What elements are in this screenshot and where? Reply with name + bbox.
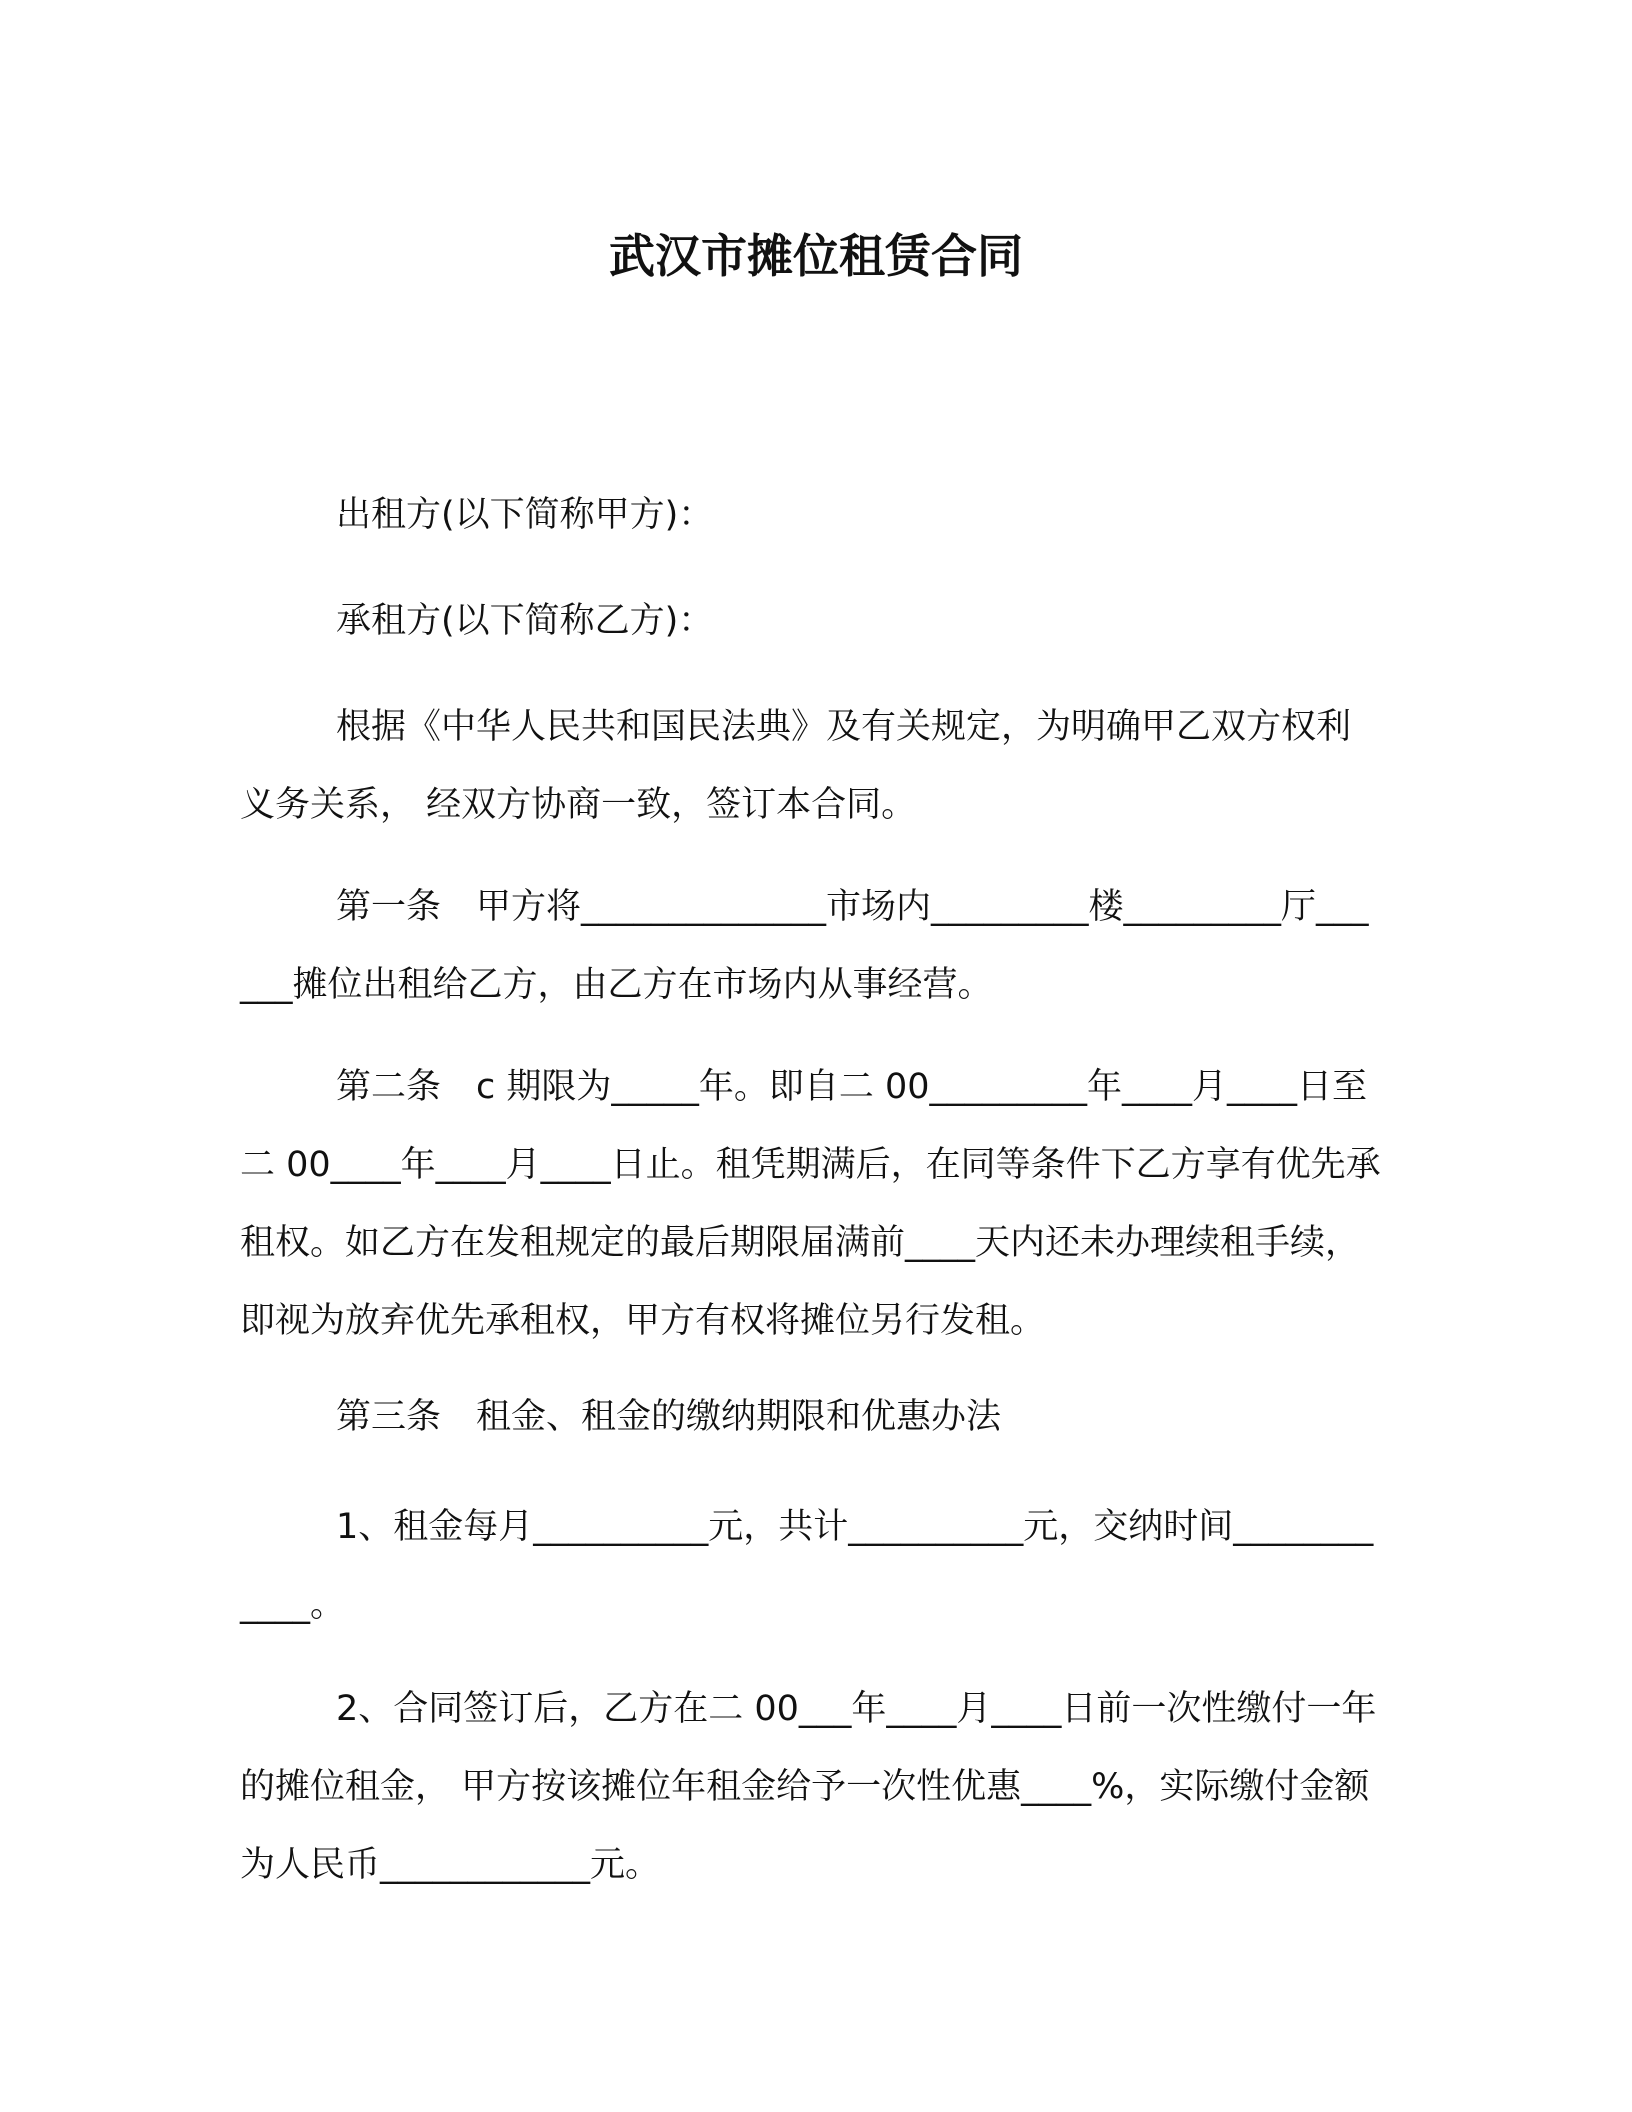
paragraph-lessor: 出租方(以下简称甲方)： [336,495,714,535]
paragraph-preamble: 根据《中华人民共和国民法典》及有关规定，为明确甲乙双方权利义务关系， 经双方协商一致，签订本合同。 [240,707,1352,825]
document-title: 武汉市摊位租赁合同 [609,229,1023,283]
paragraph-lessee: 承租方(以下简称乙方)： [336,601,714,641]
paragraph-rent-monthly: 1、租金每月__________元，共计__________元，交纳时间____________。 [240,1507,1374,1625]
paragraph-article-1: 第一条 甲方将______________市场内_________楼_________厅______摊位出租给乙方，由乙方在市场内从事经营。 [240,887,1369,1005]
paragraph-article-3: 第三条 租金、租金的缴纳期限和优惠办法 [336,1397,1002,1437]
paragraph-rent-prepay: 2、合同签订后，乙方在二 00___年____月____日前一次性缴付一年的摊位租金， 甲方按该摊位年租金给予一次性优惠____%，实际缴付金额为人民币____________元。 [240,1689,1377,1885]
paragraph-article-2: 第二条 c 期限为_____年。即自二 00_________年____月____日至二 00____年____月____日止。租凭期满后，在同等条件下乙方享有优先承租权。如乙方在发租规定的最后期限届满前____天内还未办理续租手续，即视为放弃优先承租权，甲方有权将摊位另行发租。 [240,1067,1381,1341]
